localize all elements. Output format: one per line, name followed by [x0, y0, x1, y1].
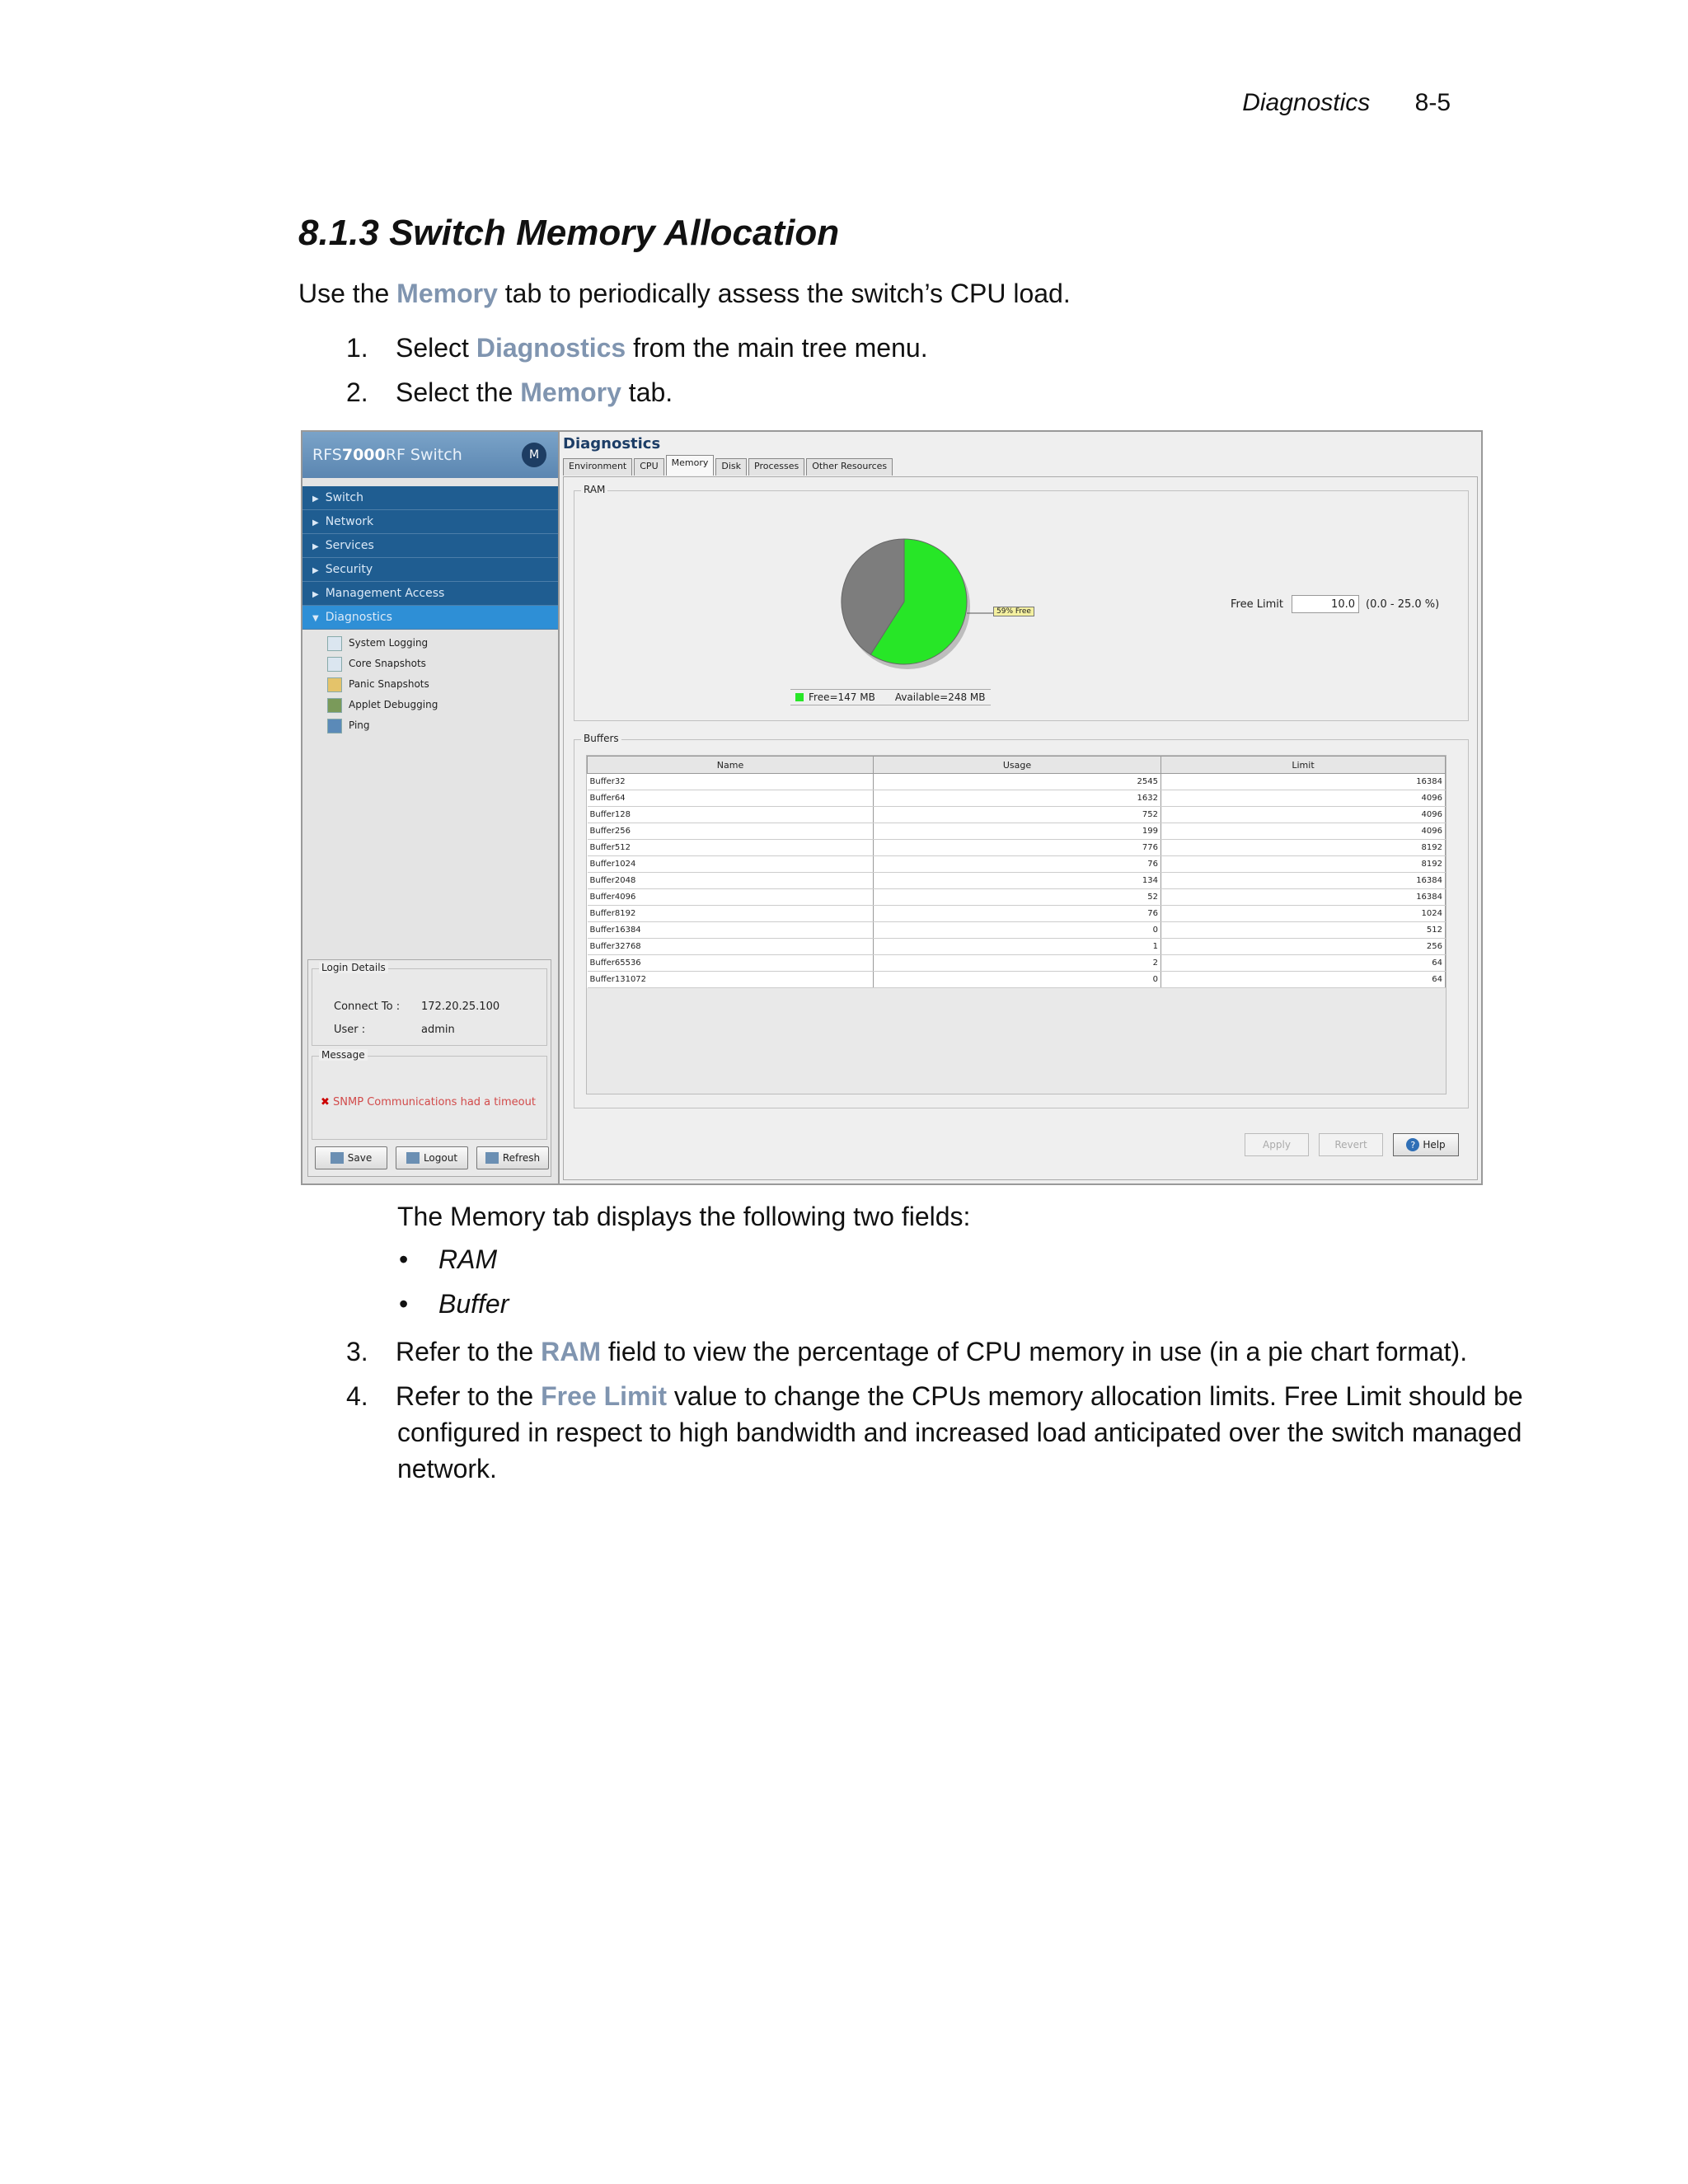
- step-highlight: RAM: [541, 1337, 601, 1366]
- tree-label: Panic Snapshots: [349, 678, 429, 690]
- table-row[interactable]: [588, 840, 1446, 856]
- apply-button[interactable]: Apply: [1245, 1133, 1309, 1156]
- table-row[interactable]: [588, 807, 1446, 823]
- brand-suffix: RF Switch: [385, 446, 462, 464]
- cell-name: Buffer128: [588, 807, 874, 823]
- step-text: Select the: [396, 377, 521, 407]
- tree-label: Ping: [349, 719, 370, 731]
- cell-usage: 1: [874, 939, 1161, 955]
- bullet-text: Buffer: [438, 1289, 509, 1319]
- button-label: Save: [347, 1152, 373, 1164]
- step-text: from the main tree menu.: [626, 333, 928, 363]
- cell-usage: 76: [874, 856, 1161, 873]
- free-limit-label: Free Limit: [1231, 598, 1283, 611]
- step-highlight: Diagnostics: [476, 333, 626, 363]
- buffers-group: [574, 733, 1469, 1108]
- tab-processes[interactable]: Processes: [748, 458, 804, 476]
- bullet-dot: •: [399, 1289, 409, 1319]
- tab-environment[interactable]: Environment: [563, 458, 632, 476]
- buffers-legend: Buffers: [581, 733, 621, 744]
- legend-free: Free=147 MB: [809, 691, 875, 703]
- logout-button[interactable]: [396, 1146, 468, 1169]
- nav-label: Security: [325, 563, 373, 576]
- status-panel: [307, 959, 551, 1177]
- cell-usage: 2: [874, 955, 1161, 972]
- brand-model: 7000: [341, 446, 386, 464]
- legend-available: Available=248 MB: [894, 691, 986, 703]
- cell-name: Buffer512: [588, 840, 874, 856]
- table-row[interactable]: [588, 922, 1446, 939]
- cell-usage: 0: [874, 972, 1161, 988]
- tab-other-resources[interactable]: Other Resources: [806, 458, 893, 476]
- log-icon: [327, 636, 342, 651]
- step-4-line-3: network.: [397, 1454, 497, 1483]
- ram-legend-bar: [790, 689, 991, 705]
- cell-limit: 16384: [1161, 873, 1446, 889]
- tree-label: Applet Debugging: [349, 699, 438, 710]
- cell-name: Buffer256: [588, 823, 874, 840]
- message-legend: Message: [319, 1049, 368, 1061]
- table-row[interactable]: [588, 906, 1446, 922]
- intro-highlight: Memory: [396, 279, 498, 308]
- table-row[interactable]: [588, 774, 1446, 790]
- button-label: Logout: [423, 1152, 458, 1164]
- chevron-right-icon: ▶: [312, 542, 319, 551]
- table-row[interactable]: [588, 790, 1446, 807]
- ram-legend: RAM: [581, 484, 607, 495]
- error-text: SNMP Communications had a timeout: [333, 1096, 536, 1108]
- intro-post: tab to periodically assess the switch’s CPU load.: [497, 279, 1071, 308]
- ram-group: [574, 484, 1469, 721]
- help-icon: ?: [1406, 1138, 1419, 1151]
- nav-label: Management Access: [325, 587, 445, 600]
- cell-limit: 8192: [1161, 856, 1446, 873]
- logout-icon: [406, 1152, 420, 1164]
- cell-usage: 134: [874, 873, 1161, 889]
- cell-usage: 776: [874, 840, 1161, 856]
- sidebar: [302, 432, 560, 1183]
- nav-item-network[interactable]: [302, 510, 558, 534]
- nav-item-diagnostics[interactable]: [302, 606, 558, 630]
- cell-name: Buffer32768: [588, 939, 874, 955]
- table-row[interactable]: [588, 856, 1446, 873]
- cell-usage: 2545: [874, 774, 1161, 790]
- connect-value: 172.20.25.100: [421, 1001, 500, 1013]
- main-title: Diagnostics: [563, 435, 661, 452]
- cell-name: Buffer131072: [588, 972, 874, 988]
- cell-usage: 1632: [874, 790, 1161, 807]
- ping-icon: [327, 719, 342, 733]
- save-icon: [331, 1152, 344, 1164]
- running-head: [1242, 89, 1451, 117]
- tab-cpu[interactable]: CPU: [634, 458, 663, 476]
- message-group: [312, 1049, 547, 1140]
- chevron-right-icon: ▶: [312, 518, 319, 527]
- step-text: field to view the percentage of CPU memory in use (in a pie chart format).: [600, 1337, 1468, 1366]
- free-swatch: [795, 693, 804, 701]
- refresh-button[interactable]: [476, 1146, 549, 1169]
- nav-item-switch[interactable]: [302, 486, 558, 510]
- column-header-usage[interactable]: Usage: [874, 757, 1161, 774]
- tree-item-applet-debugging[interactable]: [327, 695, 558, 715]
- nav-item-management-access[interactable]: [302, 582, 558, 606]
- motorola-logo-icon: M: [522, 443, 546, 467]
- bullet-ram: [399, 1244, 497, 1275]
- table-row[interactable]: [588, 889, 1446, 906]
- step-1: [346, 330, 928, 366]
- free-limit-input[interactable]: 10.0: [1292, 595, 1359, 613]
- nav-label: Network: [325, 515, 374, 528]
- column-header-limit[interactable]: Limit: [1161, 757, 1446, 774]
- brand-prefix: RFS: [312, 446, 342, 464]
- error-icon: ✖: [321, 1096, 330, 1108]
- tree-item-panic-snapshots[interactable]: [327, 674, 558, 695]
- save-button[interactable]: [315, 1146, 387, 1169]
- chevron-right-icon: ▶: [312, 494, 319, 504]
- cell-name: Buffer64: [588, 790, 874, 807]
- cell-name: Buffer8192: [588, 906, 874, 922]
- nav-item-security[interactable]: [302, 558, 558, 582]
- step-2: [346, 374, 673, 410]
- brand-header: [302, 432, 558, 478]
- nav-label: Services: [325, 539, 374, 552]
- tree-item-core-snapshots[interactable]: [327, 654, 558, 674]
- cell-name: Buffer65536: [588, 955, 874, 972]
- cell-limit: 8192: [1161, 840, 1446, 856]
- pie-percent-label: 59% Free: [993, 607, 1034, 616]
- cell-limit: 64: [1161, 972, 1446, 988]
- cell-usage: 76: [874, 906, 1161, 922]
- chevron-right-icon: ▶: [312, 566, 319, 575]
- intro-paragraph: [298, 275, 1071, 312]
- step-3: [346, 1333, 1467, 1370]
- cell-usage: 0: [874, 922, 1161, 939]
- debug-icon: [327, 698, 342, 713]
- cell-name: Buffer4096: [588, 889, 874, 906]
- tab-disk[interactable]: Disk: [715, 458, 747, 476]
- step-text: tab.: [621, 377, 673, 407]
- table-row[interactable]: [588, 939, 1446, 955]
- section-heading: 8.1.3 Switch Memory Allocation: [298, 213, 840, 253]
- step-number: 2.: [346, 377, 368, 407]
- step-highlight: Memory: [520, 377, 621, 407]
- help-button[interactable]: [1393, 1133, 1459, 1156]
- table-row[interactable]: [588, 972, 1446, 988]
- screenshot-figure: [301, 430, 1483, 1185]
- step-highlight: Free Limit: [541, 1381, 668, 1411]
- cell-limit: 4096: [1161, 807, 1446, 823]
- tab-memory[interactable]: Memory: [666, 455, 715, 476]
- page-number: 8-5: [1414, 89, 1451, 116]
- step-text: Refer to the: [396, 1337, 542, 1366]
- cell-limit: 512: [1161, 922, 1446, 939]
- step-number: 1.: [346, 333, 368, 363]
- bullet-dot: •: [399, 1244, 409, 1274]
- tree-label: Core Snapshots: [349, 658, 426, 669]
- step-text: value to change the CPUs memory allocation limits. Free Limit should be: [667, 1381, 1523, 1411]
- chevron-down-icon: ▼: [312, 614, 319, 623]
- memory-tab-panel: [563, 476, 1478, 1180]
- tree-item-ping[interactable]: [327, 715, 558, 736]
- button-label: Refresh: [502, 1152, 541, 1164]
- button-label: Help: [1423, 1139, 1446, 1151]
- cell-limit: 1024: [1161, 906, 1446, 922]
- nav-label: Switch: [325, 491, 363, 504]
- cell-usage: 52: [874, 889, 1161, 906]
- step-number: 4.: [346, 1381, 368, 1411]
- cell-limit: 256: [1161, 939, 1446, 955]
- step-text: Select: [396, 333, 476, 363]
- table-body: [588, 774, 1446, 988]
- login-details-group: [312, 962, 547, 1046]
- snapshot-icon: [327, 657, 342, 672]
- cell-limit: 16384: [1161, 774, 1446, 790]
- cell-limit: 4096: [1161, 823, 1446, 840]
- revert-button[interactable]: Revert: [1319, 1133, 1383, 1156]
- running-head-section: Diagnostics: [1242, 89, 1371, 116]
- table-row[interactable]: [588, 955, 1446, 972]
- cell-name: Buffer32: [588, 774, 874, 790]
- step-4: [346, 1378, 1523, 1414]
- panic-snapshot-icon: [327, 677, 342, 692]
- table-row[interactable]: [588, 873, 1446, 889]
- login-legend: Login Details: [319, 962, 388, 973]
- step-number: 3.: [346, 1337, 368, 1366]
- step-4-line-2: configured in respect to high bandwidth and increased load anticipated over the switch managed: [397, 1418, 1522, 1447]
- tree-label: System Logging: [349, 637, 429, 649]
- error-message: [321, 1096, 536, 1108]
- main-panel: [560, 432, 1481, 1183]
- refresh-icon: [485, 1152, 499, 1164]
- user-value: admin: [421, 1024, 455, 1036]
- free-limit-range: (0.0 - 25.0 %): [1366, 598, 1440, 611]
- after-screenshot-text: The Memory tab displays the following two fields:: [397, 1202, 971, 1231]
- user-label: User :: [334, 1024, 366, 1036]
- cell-limit: 4096: [1161, 790, 1446, 807]
- cell-name: Buffer1024: [588, 856, 874, 873]
- step-text: Refer to the: [396, 1381, 542, 1411]
- cell-usage: 199: [874, 823, 1161, 840]
- cell-usage: 752: [874, 807, 1161, 823]
- connect-label: Connect To :: [334, 1001, 401, 1013]
- tree-item-system-logging[interactable]: [327, 633, 558, 654]
- cell-limit: 64: [1161, 955, 1446, 972]
- intro-pre: Use the: [298, 279, 397, 308]
- cell-name: Buffer16384: [588, 922, 874, 939]
- bullet-buffer: [399, 1289, 509, 1319]
- nav-label: Diagnostics: [325, 611, 392, 624]
- cell-limit: 16384: [1161, 889, 1446, 906]
- buffers-table: [587, 756, 1446, 988]
- ram-pie-chart: [830, 527, 978, 676]
- bullet-text: RAM: [438, 1244, 498, 1274]
- table-header-row: [588, 757, 1446, 774]
- table-row[interactable]: [588, 823, 1446, 840]
- column-header-name[interactable]: Name: [588, 757, 874, 774]
- tab-bar: [563, 458, 894, 476]
- cell-name: Buffer2048: [588, 873, 874, 889]
- chevron-right-icon: ▶: [312, 590, 319, 599]
- diagnostics-subtree: [302, 630, 558, 736]
- nav-item-services[interactable]: [302, 534, 558, 558]
